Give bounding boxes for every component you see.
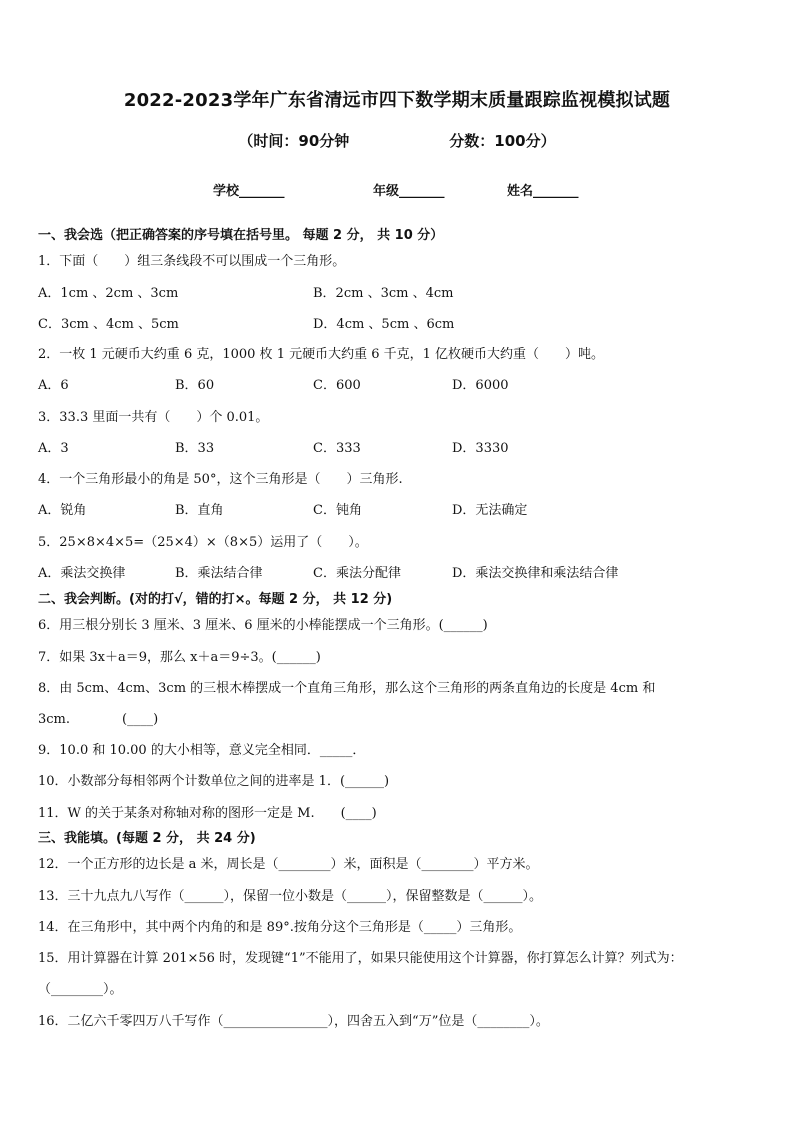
exam-subtitle [0,130,794,151]
question-12: 12．一个正方形的边长是 a 米，周长是（________）米，面积是（________）平方米。 [38,857,539,872]
question-2-option-c: C．600 [313,378,361,393]
question-5-option-b: B．乘法结合律 [175,566,263,581]
question-1-option-c: C．3cm 、4cm 、5cm [38,317,179,332]
grade-field: 年级_______ [373,184,445,199]
question-1-option-a: A．1cm 、2cm 、3cm [38,286,179,301]
question-4: 4．一个三角形最小的角是 50°，这个三角形是（ ）三角形. [38,472,403,487]
question-3-option-c: C．333 [313,441,361,456]
question-8-continued: 3cm. (____) [38,712,159,727]
question-14: 14．在三角形中，其中两个内角的和是 89°.按角分这个三角形是（_____）三角形。 [38,920,522,935]
question-4-option-b: B．直角 [175,503,224,518]
section-3-heading: 三、我能填。(每题 2 分， 共 24 分) [38,831,256,846]
question-9: 9．10.0 和 10.00 的大小相等，意义完全相同．_____． [38,743,366,758]
section-1-heading: 一、我会选（把正确答案的序号填在括号里。 每题 2 分， 共 10 分） [38,228,444,243]
name-field: 姓名_______ [507,184,579,199]
question-3: 3．33.3 里面一共有（ ）个 0.01。 [38,410,269,425]
question-2-option-b: B．60 [175,378,215,393]
question-1-option-d: D．4cm 、5cm 、6cm [313,317,455,332]
exam-title: 2022-2023学年广东省清远市四下数学期末质量跟踪监视模拟试题 [123,90,671,111]
exam-time: （时间：90分钟 [238,132,350,150]
question-11: 11．W 的关于某条对称轴对称的图形一定是 M. (____) [38,806,377,821]
question-1: 1．下面（ ）组三条线段不可以围成一个三角形。 [38,254,346,269]
school-field: 学校_______ [213,184,285,199]
question-16: 16．二亿六千零四万八千写作（________________），四舍五入到“万”位是（________）。 [38,1014,549,1029]
question-5-option-c: C．乘法分配律 [313,566,401,581]
question-3-option-d: D．3330 [452,441,509,456]
question-2-option-a: A．6 [38,378,69,393]
question-13: 13．三十九点九八写作（______），保留一位小数是（______），保留整数是（______）。 [38,889,543,904]
question-15-continued: （________）。 [38,982,123,997]
question-2: 2．一枚 1 元硬币大约重 6 克，1000 枚 1 元硬币大约重 6 千克，1 亿枚硬币大约重（ ）吨。 [38,347,605,362]
exam-score: 分数：100分） [449,132,556,150]
question-3-option-a: A．3 [38,441,69,456]
question-10: 10．小数部分每相邻两个计数单位之间的进率是 1．(______) [38,774,390,789]
question-4-option-d: D．无法确定 [452,503,528,518]
question-5: 5．25×8×4×5=（25×4）×（8×5）运用了（ ）。 [38,535,368,550]
question-4-option-c: C．钝角 [313,503,362,518]
question-7: 7．如果 3x＋a＝9，那么 x＋a＝9÷3。(______) [38,650,321,665]
question-15: 15．用计算器在计算 201×56 时，发现键“1”不能用了，如果只能使用这个计算器，你打算怎么计算？列式为： [38,951,683,966]
question-4-option-a: A．锐角 [38,503,87,518]
question-1-option-b: B．2cm 、3cm 、4cm [313,286,454,301]
section-2-heading: 二、我会判断。(对的打√，错的打×。每题 2 分， 共 12 分) [38,592,393,607]
question-8: 8．由 5cm、4cm、3cm 的三根木棒摆成一个直角三角形，那么这个三角形的两条直角边的长度是 4cm 和 [38,681,656,696]
question-5-option-a: A．乘法交换律 [38,566,126,581]
question-2-option-d: D．6000 [452,378,509,393]
question-6: 6．用三根分别长 3 厘米、3 厘米、6 厘米的小棒能摆成一个三角形。(______) [38,618,488,633]
question-3-option-b: B．33 [175,441,215,456]
question-5-option-d: D．乘法交换律和乘法结合律 [452,566,619,581]
